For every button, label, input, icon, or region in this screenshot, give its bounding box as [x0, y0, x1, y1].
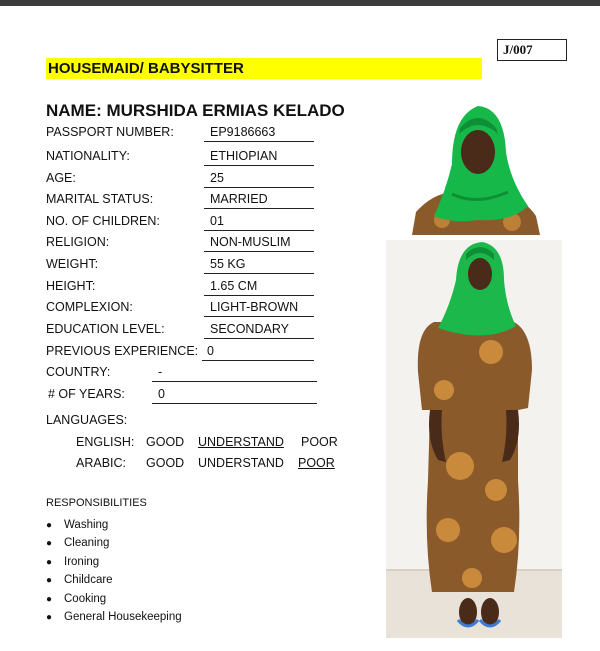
list-item: ● Cooking: [46, 590, 182, 608]
language-label: ARABIC:: [76, 456, 127, 470]
list-item: ● General Housekeeping: [46, 608, 182, 626]
language-label: ENGLISH:: [76, 435, 135, 449]
field-value: LIGHT-BROWN: [204, 300, 314, 317]
field-label: RELIGION:: [46, 235, 110, 249]
level-good: GOOD: [146, 456, 185, 470]
position-title: HOUSEMAID/ BABYSITTER: [46, 58, 482, 79]
field-value: -: [152, 365, 317, 382]
level-poor: POOR: [301, 435, 338, 449]
level-understand: UNDERSTAND: [198, 456, 284, 470]
responsibilities-heading: RESPONSIBILITIES: [46, 497, 147, 509]
reference-code: J/007: [497, 39, 567, 61]
field-value: NON-MUSLIM: [204, 235, 314, 252]
bullet-icon: ●: [46, 611, 53, 623]
bullet-icon: ●: [46, 538, 53, 550]
responsibilities-list: [46, 516, 182, 626]
portrait-photo: [412, 94, 540, 235]
bullet-icon: ●: [46, 593, 53, 605]
field-label: EDUCATION LEVEL:: [46, 322, 165, 336]
languages-heading: LANGUAGES:: [46, 413, 128, 427]
field-label: WEIGHT:: [46, 257, 99, 271]
field-label: NATIONALITY:: [46, 149, 130, 163]
list-item: ● Cleaning: [46, 534, 182, 552]
full-body-illustration: [386, 240, 562, 638]
level-understand-selected: UNDERSTAND: [198, 435, 284, 449]
candidate-name: [46, 101, 345, 121]
list-item: ● Washing: [46, 516, 182, 534]
full-body-photo: [386, 240, 562, 638]
bullet-icon: ●: [46, 520, 53, 531]
list-item: ● Ironing: [46, 553, 182, 571]
name-separator: :: [96, 101, 102, 120]
field-label: MARITAL STATUS:: [46, 192, 154, 206]
name-label: NAME: [46, 101, 97, 120]
field-value: SECONDARY: [204, 322, 314, 339]
bullet-icon: ●: [46, 575, 53, 587]
field-label: COMPLEXION:: [46, 300, 133, 314]
portrait-illustration: [412, 94, 540, 235]
field-label: AGE:: [46, 171, 76, 185]
field-label: # OF YEARS:: [48, 387, 125, 401]
field-label: HEIGHT:: [46, 279, 96, 293]
field-value: EP9186663: [204, 125, 314, 142]
field-label: PREVIOUS EXPERIENCE:: [46, 344, 199, 358]
field-value: 55 KG: [204, 257, 314, 274]
level-poor-selected: POOR: [298, 456, 335, 470]
list-item: ● Childcare: [46, 571, 182, 589]
field-value: 0: [202, 344, 314, 361]
field-value: 1.65 CM: [204, 279, 314, 296]
field-value: 01: [204, 214, 314, 231]
field-value: 0: [152, 387, 317, 404]
level-good: GOOD: [146, 435, 185, 449]
field-label: NO. OF CHILDREN:: [46, 214, 160, 228]
bullet-icon: ●: [46, 556, 53, 568]
top-bar: [0, 0, 600, 6]
field-label: PASSPORT NUMBER:: [46, 125, 174, 139]
field-value: MARRIED: [204, 192, 314, 209]
name-value: MURSHIDA ERMIAS KELADO: [106, 101, 345, 120]
field-value: ETHIOPIAN: [204, 149, 314, 166]
field-value: 25: [204, 171, 314, 188]
field-label: COUNTRY:: [46, 365, 111, 379]
